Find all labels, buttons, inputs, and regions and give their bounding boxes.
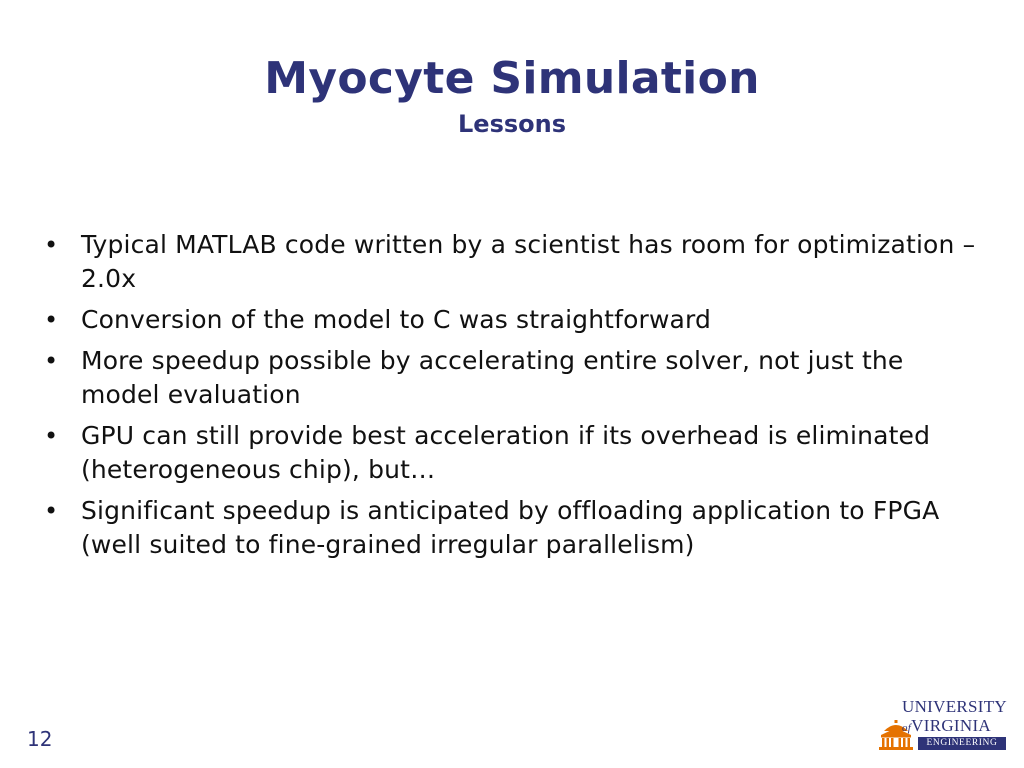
bullet-item <box>44 303 984 337</box>
logo-line1: UNIVERSITY <box>902 697 1007 716</box>
slide-title: Myocyte Simulation <box>264 53 760 104</box>
university-logo <box>878 697 1012 753</box>
logo-university-text <box>902 697 1007 716</box>
bullet-marker: • <box>44 231 59 259</box>
bullet-marker: • <box>44 497 59 525</box>
bullet-marker: • <box>44 306 59 334</box>
bullet-item <box>44 228 984 296</box>
logo-virginia-text <box>902 716 991 738</box>
bullet-item <box>44 494 984 562</box>
bullet-text: GPU can still provide best acceleration if its overhead is eliminated (heterogeneous chip), but… <box>81 421 931 484</box>
bullet-list <box>44 228 984 569</box>
bullet-text: Typical MATLAB code written by a scientist has room for optimization – 2.0x <box>81 230 976 293</box>
bullet-text: Significant speedup is anticipated by offloading application to FPGA (well suited to fine-grained irregular parallelism) <box>81 496 940 559</box>
bullet-marker: • <box>44 347 59 375</box>
logo-of: of <box>902 722 912 734</box>
slide-subtitle: Lessons <box>458 110 566 138</box>
bullet-item <box>44 419 984 487</box>
slide-number: 12 <box>27 727 53 751</box>
bullet-text: More speedup possible by accelerating entire solver, not just the model evaluation <box>81 346 904 409</box>
bullet-marker: • <box>44 422 59 450</box>
bullet-item <box>44 344 984 412</box>
logo-line2: VIRGINIA <box>911 716 991 735</box>
bullet-text: Conversion of the model to C was straightforward <box>81 305 712 334</box>
logo-engineering-band: ENGINEERING <box>918 737 1006 750</box>
